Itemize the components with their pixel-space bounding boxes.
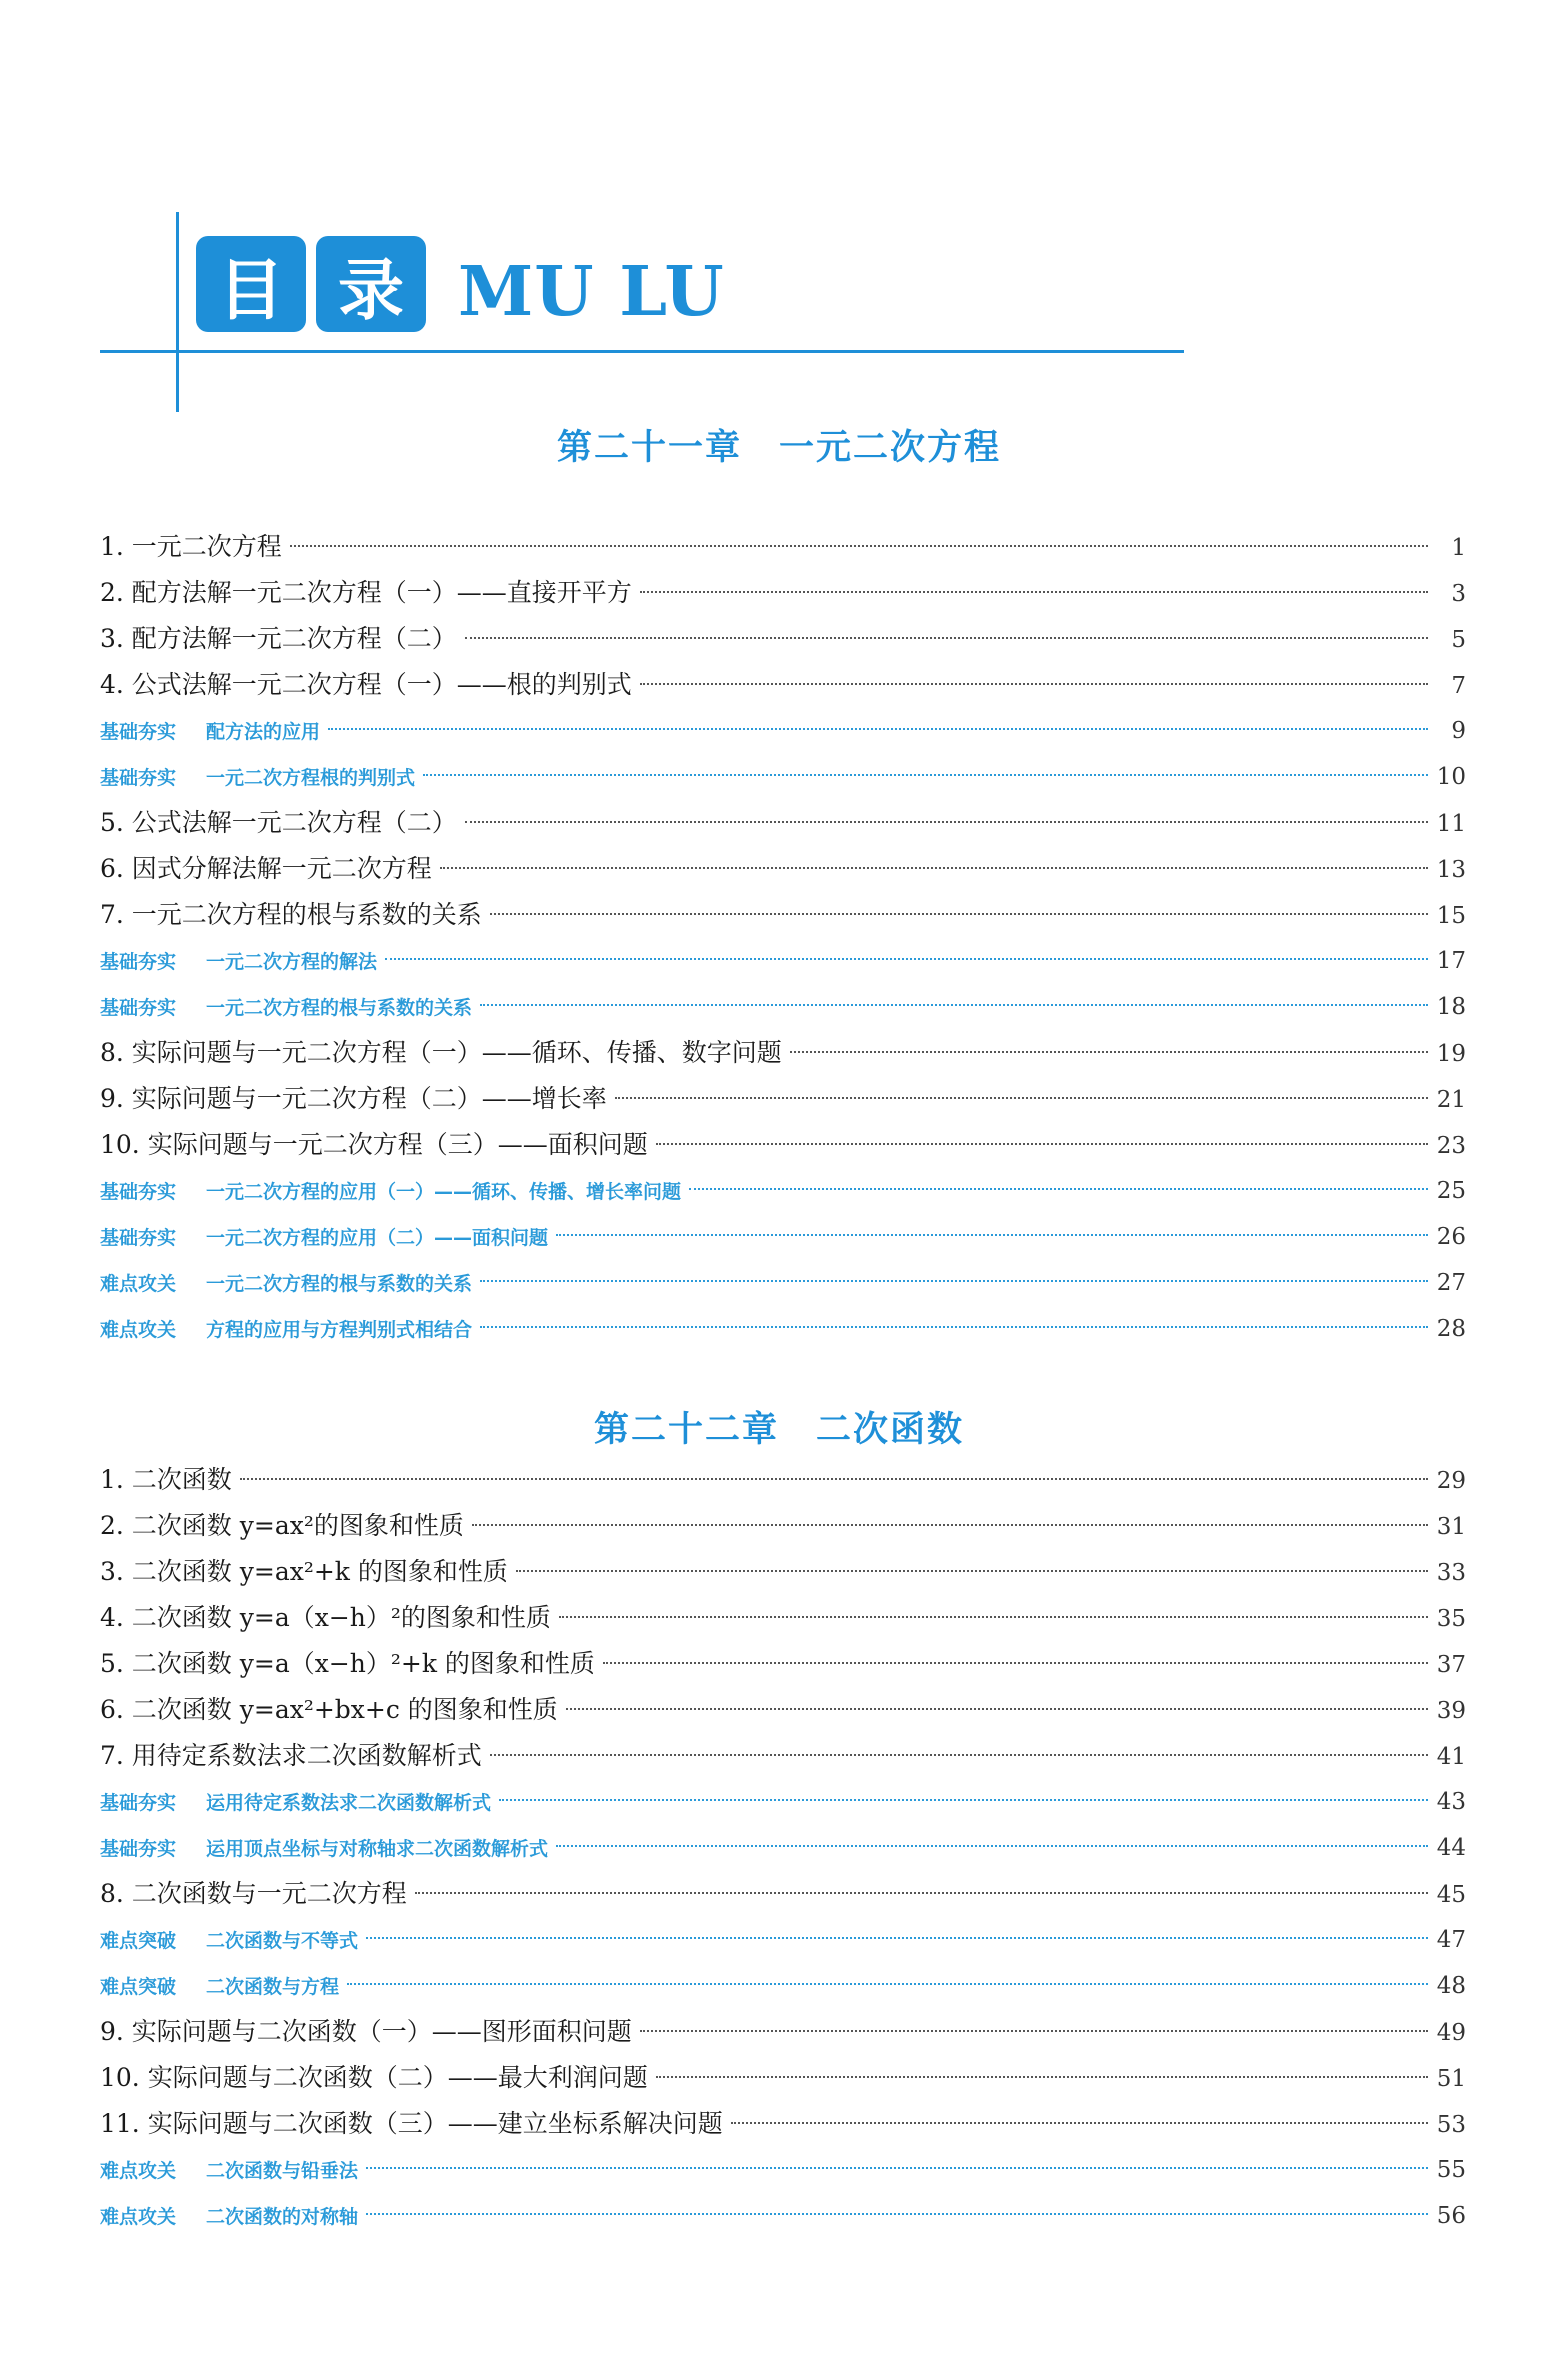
toc-entry[interactable] — [100, 2055, 1466, 2101]
toc-entry-text: 二次函数与不等式 — [206, 1930, 359, 1952]
toc-entry-text: 运用待定系数法求二次函数解析式 — [206, 1792, 492, 1814]
toc-entry[interactable] — [100, 1122, 1466, 1168]
toc-page-number: 31 — [1436, 1514, 1466, 1540]
dot-leader — [640, 2030, 1428, 2032]
dot-leader — [465, 821, 1428, 823]
toc-entry-label: 6. 因式分解法解一元二次方程 — [100, 854, 432, 883]
toc-entry-text: 一元二次方程的根与系数的关系 — [206, 997, 473, 1019]
dot-leader — [480, 1326, 1428, 1328]
toc-page-number: 17 — [1436, 948, 1466, 974]
toc-entry-label — [100, 755, 415, 801]
toc-page-number: 49 — [1436, 2020, 1466, 2046]
toc-page-number: 23 — [1436, 1133, 1466, 1159]
toc-page-number: 47 — [1436, 1927, 1466, 1953]
toc-sub-entry[interactable] — [100, 1825, 1466, 1871]
toc-entry-label — [100, 1307, 472, 1353]
toc-entry[interactable] — [100, 1503, 1466, 1549]
dot-leader — [603, 1662, 1428, 1664]
toc-entry[interactable] — [100, 1871, 1466, 1917]
dot-leader — [566, 1708, 1428, 1710]
toc-entry-tag: 难点攻关 — [100, 2206, 177, 2228]
toc-entry-label: 2. 二次函数 y=ax²的图象和性质 — [100, 1511, 464, 1540]
title-tile-mu — [196, 236, 306, 332]
toc-entry[interactable] — [100, 1457, 1466, 1503]
dot-leader — [472, 1524, 1428, 1526]
toc-entry[interactable] — [100, 1687, 1466, 1733]
toc-entry-label — [100, 1169, 681, 1215]
toc-sub-entry[interactable] — [100, 1214, 1466, 1260]
toc-entry[interactable] — [100, 662, 1466, 708]
toc-sub-entry[interactable] — [100, 754, 1466, 800]
toc-page-number: 39 — [1436, 1698, 1466, 1724]
toc-list-chapter-21 — [100, 524, 1466, 1352]
toc-page-number: 1 — [1451, 535, 1466, 561]
toc-page-number: 28 — [1436, 1316, 1466, 1342]
toc-entry-tag: 基础夯实 — [100, 1227, 177, 1249]
dot-leader — [790, 1051, 1428, 1053]
dot-leader — [556, 1845, 1428, 1847]
toc-entry-text: 一元二次方程根的判别式 — [206, 767, 416, 789]
toc-page-number: 53 — [1436, 2112, 1466, 2138]
dot-leader — [415, 1892, 1428, 1894]
toc-entry-label: 9. 实际问题与一元二次方程（二）——增长率 — [100, 1084, 607, 1113]
toc-entry-label — [100, 939, 377, 985]
dot-leader — [347, 1983, 1428, 1985]
toc-entry-text: 一元二次方程的根与系数的关系 — [206, 1273, 473, 1295]
dot-leader — [499, 1799, 1428, 1801]
toc-entry-text: 一元二次方程的解法 — [206, 951, 378, 973]
dot-leader — [465, 637, 1428, 639]
toc-page-number: 26 — [1436, 1224, 1466, 1250]
toc-page-number: 43 — [1436, 1789, 1466, 1815]
toc-header — [0, 0, 1558, 420]
toc-entry-label: 10. 实际问题与二次函数（二）——最大利润问题 — [100, 2063, 648, 2092]
title-char-mu: 目 — [218, 251, 284, 329]
toc-entry-label: 7. 用待定系数法求二次函数解析式 — [100, 1741, 482, 1770]
toc-entry-label — [100, 1826, 548, 1872]
toc-entry-tag: 基础夯实 — [100, 721, 177, 743]
header-horizontal-rule — [100, 350, 1184, 353]
toc-sub-entry[interactable] — [100, 984, 1466, 1030]
dot-leader — [366, 2213, 1428, 2215]
toc-entry-text: 配方法的应用 — [206, 721, 321, 743]
toc-page-number: 21 — [1436, 1087, 1466, 1113]
toc-sub-entry[interactable] — [100, 1779, 1466, 1825]
toc-sub-entry[interactable] — [100, 1260, 1466, 1306]
toc-page-number: 7 — [1451, 673, 1466, 699]
toc-sub-entry[interactable] — [100, 1917, 1466, 1963]
toc-page-number: 56 — [1436, 2203, 1466, 2229]
toc-entry-tag: 难点突破 — [100, 1930, 177, 1952]
toc-entry-label: 8. 二次函数与一元二次方程 — [100, 1879, 407, 1908]
toc-entry-label: 11. 实际问题与二次函数（三）——建立坐标系解决问题 — [100, 2109, 723, 2138]
toc-page-number: 25 — [1436, 1178, 1466, 1204]
toc-page-number: 44 — [1436, 1835, 1466, 1861]
toc-entry-label: 4. 公式法解一元二次方程（一）——根的判别式 — [100, 670, 632, 699]
toc-entry[interactable] — [100, 2101, 1466, 2147]
toc-entry-label — [100, 1964, 339, 2010]
dot-leader — [490, 1754, 1428, 1756]
toc-page-number: 9 — [1451, 718, 1466, 744]
toc-page-number: 48 — [1436, 1973, 1466, 1999]
dot-leader — [240, 1478, 1428, 1480]
toc-entry-label — [100, 985, 472, 1031]
toc-page-number: 11 — [1436, 811, 1466, 837]
dot-leader — [656, 1143, 1428, 1145]
toc-page-number: 13 — [1436, 857, 1466, 883]
toc-entry-text: 运用顶点坐标与对称轴求二次函数解析式 — [206, 1838, 549, 1860]
header-vertical-rule — [176, 212, 179, 412]
title-latin: MU LU — [458, 252, 725, 332]
toc-entry-label: 9. 实际问题与二次函数（一）——图形面积问题 — [100, 2017, 632, 2046]
dot-leader — [731, 2122, 1428, 2124]
toc-entry-label: 3. 配方法解一元二次方程（二） — [100, 624, 457, 653]
toc-sub-entry[interactable] — [100, 2193, 1466, 2239]
toc-entry-tag: 基础夯实 — [100, 767, 177, 789]
toc-entry[interactable] — [100, 1733, 1466, 1779]
toc-entry[interactable] — [100, 846, 1466, 892]
toc-page-number: 41 — [1436, 1744, 1466, 1770]
toc-entry-text: 方程的应用与方程判别式相结合 — [206, 1319, 473, 1341]
chapter-title: 第二十一章 一元二次方程 — [556, 428, 1001, 468]
toc-entry-tag: 基础夯实 — [100, 1181, 177, 1203]
toc-sub-entry[interactable] — [100, 1306, 1466, 1352]
toc-entry-tag: 难点攻关 — [100, 1319, 177, 1341]
dot-leader — [490, 913, 1428, 915]
dot-leader — [516, 1570, 1428, 1572]
toc-entry-label: 8. 实际问题与一元二次方程（一）——循环、传播、数字问题 — [100, 1038, 782, 1067]
toc-entry-label — [100, 1918, 358, 1964]
toc-page-number: 5 — [1451, 627, 1466, 653]
dot-leader — [689, 1188, 1428, 1190]
toc-entry-label: 5. 公式法解一元二次方程（二） — [100, 808, 457, 837]
toc-entry-text: 二次函数与方程 — [206, 1976, 340, 1998]
toc-entry-label — [100, 2148, 358, 2194]
dot-leader — [480, 1280, 1428, 1282]
dot-leader — [656, 2076, 1428, 2078]
toc-entry-label — [100, 1780, 491, 1826]
toc-entry-text: 二次函数与铅垂法 — [206, 2160, 359, 2182]
toc-entry-label — [100, 709, 320, 755]
toc-entry[interactable] — [100, 2009, 1466, 2055]
dot-leader — [423, 774, 1428, 776]
toc-page-number: 15 — [1436, 903, 1466, 929]
toc-entry-label: 10. 实际问题与一元二次方程（三）——面积问题 — [100, 1130, 648, 1159]
toc-sub-entry[interactable] — [100, 1963, 1466, 2009]
dot-leader — [559, 1616, 1428, 1618]
dot-leader — [328, 728, 1428, 730]
dot-leader — [640, 591, 1428, 593]
toc-entry[interactable] — [100, 1595, 1466, 1641]
toc-entry-tag: 基础夯实 — [100, 997, 177, 1019]
toc-entry-text: 二次函数的对称轴 — [206, 2206, 359, 2228]
toc-entry-tag: 基础夯实 — [100, 1838, 177, 1860]
toc-entry-label — [100, 1215, 548, 1261]
toc-entry-tag: 基础夯实 — [100, 1792, 177, 1814]
toc-page-number: 27 — [1436, 1270, 1466, 1296]
toc-page-number: 19 — [1436, 1041, 1466, 1067]
toc-page-number: 51 — [1436, 2066, 1466, 2092]
toc-sub-entry[interactable] — [100, 2147, 1466, 2193]
toc-list-chapter-22 — [100, 1457, 1466, 2239]
dot-leader — [290, 545, 1428, 547]
toc-entry[interactable] — [100, 892, 1466, 938]
toc-entry[interactable] — [100, 1549, 1466, 1595]
toc-page-number: 45 — [1436, 1882, 1466, 1908]
toc-page-number: 35 — [1436, 1606, 1466, 1632]
toc-entry[interactable] — [100, 570, 1466, 616]
title-char-lu: 录 — [338, 251, 404, 329]
toc-entry-label: 2. 配方法解一元二次方程（一）——直接开平方 — [100, 578, 632, 607]
toc-entry-tag: 难点突破 — [100, 1976, 177, 1998]
toc-entry[interactable] — [100, 524, 1466, 570]
toc-entry-label: 1. 二次函数 — [100, 1465, 232, 1494]
toc-entry-label: 4. 二次函数 y=a（x−h）²的图象和性质 — [100, 1603, 551, 1632]
toc-sub-entry[interactable] — [100, 1168, 1466, 1214]
toc-entry[interactable] — [100, 1076, 1466, 1122]
toc-entry-label — [100, 2194, 358, 2240]
toc-entry-tag: 难点攻关 — [100, 1273, 177, 1295]
toc-entry-text: 一元二次方程的应用（二）——面积问题 — [206, 1227, 549, 1249]
toc-page-number: 55 — [1436, 2157, 1466, 2183]
dot-leader — [440, 867, 1428, 869]
dot-leader — [480, 1004, 1428, 1006]
toc-sub-entry[interactable] — [100, 938, 1466, 984]
toc-entry-label: 6. 二次函数 y=ax²+bx+c 的图象和性质 — [100, 1695, 558, 1724]
toc-page-number: 18 — [1436, 994, 1466, 1020]
toc-entry[interactable] — [100, 616, 1466, 662]
toc-entry-text: 一元二次方程的应用（一）——循环、传播、增长率问题 — [206, 1181, 682, 1203]
toc-entry-label: 3. 二次函数 y=ax²+k 的图象和性质 — [100, 1557, 508, 1586]
toc-page-number: 10 — [1436, 764, 1466, 790]
toc-page-number: 33 — [1436, 1560, 1466, 1586]
title-tile-lu — [316, 236, 426, 332]
dot-leader — [385, 958, 1428, 960]
toc-sub-entry[interactable] — [100, 708, 1466, 754]
toc-entry[interactable] — [100, 1641, 1466, 1687]
toc-page-number: 37 — [1436, 1652, 1466, 1678]
toc-entry-tag: 基础夯实 — [100, 951, 177, 973]
dot-leader — [615, 1097, 1428, 1099]
toc-page-number: 29 — [1436, 1468, 1466, 1494]
toc-entry-tag: 难点攻关 — [100, 2160, 177, 2182]
toc-entry[interactable] — [100, 800, 1466, 846]
dot-leader — [366, 1937, 1428, 1939]
toc-entry-label: 5. 二次函数 y=a（x−h）²+k 的图象和性质 — [100, 1649, 595, 1678]
dot-leader — [366, 2167, 1428, 2169]
toc-entry-label — [100, 1261, 472, 1307]
dot-leader — [640, 683, 1428, 685]
dot-leader — [556, 1234, 1428, 1236]
toc-entry-label: 7. 一元二次方程的根与系数的关系 — [100, 900, 482, 929]
toc-entry[interactable] — [100, 1030, 1466, 1076]
toc-entry-label: 1. 一元二次方程 — [100, 532, 282, 561]
chapter-title: 第二十二章 二次函数 — [593, 1410, 964, 1450]
toc-page-number: 3 — [1451, 581, 1466, 607]
